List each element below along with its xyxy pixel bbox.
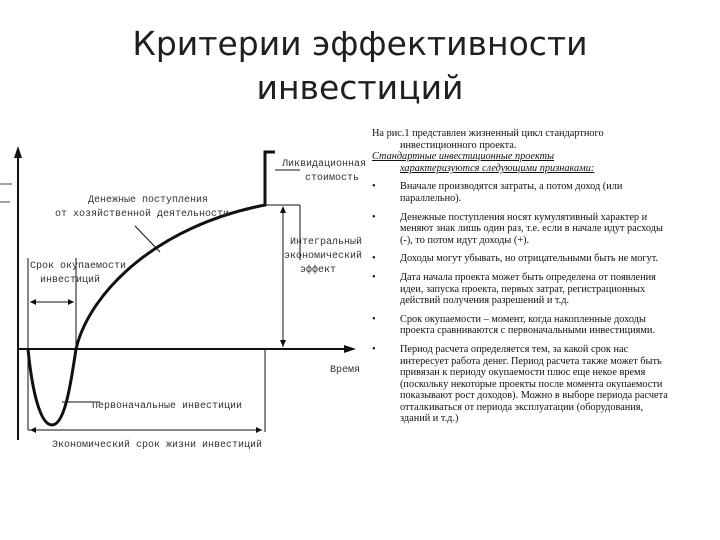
label-initial-inv: Первоначальные инвестиции [92,401,243,412]
x-axis-arrow [344,345,356,353]
payback-arrow-head-left [30,299,36,305]
bullet-icon: • [372,253,376,265]
list-item-text: Вначале производятся затраты, а потом доход (или параллельно). [400,181,623,204]
subhead-line-2: характеризуются следующими признаками: [400,162,595,174]
subhead-line-1: Стандартные инвестиционные проекты [372,151,555,163]
integral-effect-arrow-top [280,206,286,213]
label-cash-in-1: Денежные поступления [88,195,209,206]
cumulative-cash-curve [28,152,275,425]
label-time: Время [330,365,361,376]
label-cash-in-2: от хозяйственной деятельности [55,209,230,220]
list-item [372,181,672,204]
bullet-icon: • [372,271,376,283]
life-span-arrow-right [256,427,262,433]
intro-line-2: инвестиционного проекта. [400,139,517,151]
life-span-arrow-left [30,427,36,433]
label-liquidation-2: стоимость [305,173,360,184]
label-life: Экономический срок жизни инвестиций [52,440,263,451]
list-item [372,272,672,307]
bullet-icon: • [372,313,376,325]
list-item-text: Денежные поступления носят кумулятивный характер и меняют знак лишь один раз, т.е. если в начале идут расходы (-), то потом идут доходы (+). [400,211,663,246]
label-payback-1: Срок окупаемости [30,261,127,272]
description-text [372,128,672,425]
list-item [372,314,672,337]
title-line-1: Критерии эффективности [132,24,588,63]
label-integral-2: экономический [284,251,363,262]
label-integral-3: эффект [300,265,337,276]
list-item [372,253,672,265]
slide-title [80,22,640,110]
title-line-2: инвестиций [256,68,464,107]
cash-in-leader [135,226,160,252]
list-item-text: Срок окупаемости – момент, когда накопленные доходы проекта сравниваются с первоначальными инвестициями. [400,313,655,337]
features-list [372,181,672,425]
bullet-icon: • [372,343,376,355]
payback-arrow-head-right [68,299,74,305]
list-item [372,344,672,425]
intro-line-1: На рис.1 представлен жизненный цикл стандартного [372,128,604,139]
bullet-icon: • [372,211,376,223]
integral-effect-arrow-bottom [280,340,286,347]
label-liquidation-1: Ликвидационная [282,159,367,170]
label-payback-2: инвестиций [40,275,101,286]
list-item-text: Дата начала проекта может быть определена от появления идеи, запуска проекта, первых затрат, регистрационных действий получения разрешений и т.д. [400,271,656,307]
lifecycle-diagram [0,140,372,451]
list-item-text: Доходы могут убывать, но отрицательными быть не могут. [400,253,659,265]
label-integral-1: Интегральный [290,237,363,248]
bullet-icon: • [372,181,376,193]
list-item-text: Период расчета определяется тем, за какой срок нас интересует работа денег. Период расчета также может быть привязан к периоду окупаемости плюс еще некое время (поскольку некоторые проекты после момента окупаемости показывают рост доходов). Можно в выборе периода расчета отталкиваться от периода эксплуатации (оборудования, зданий и т.д.) [400,343,668,425]
y-axis-arrow [14,146,22,158]
list-item [372,212,672,247]
